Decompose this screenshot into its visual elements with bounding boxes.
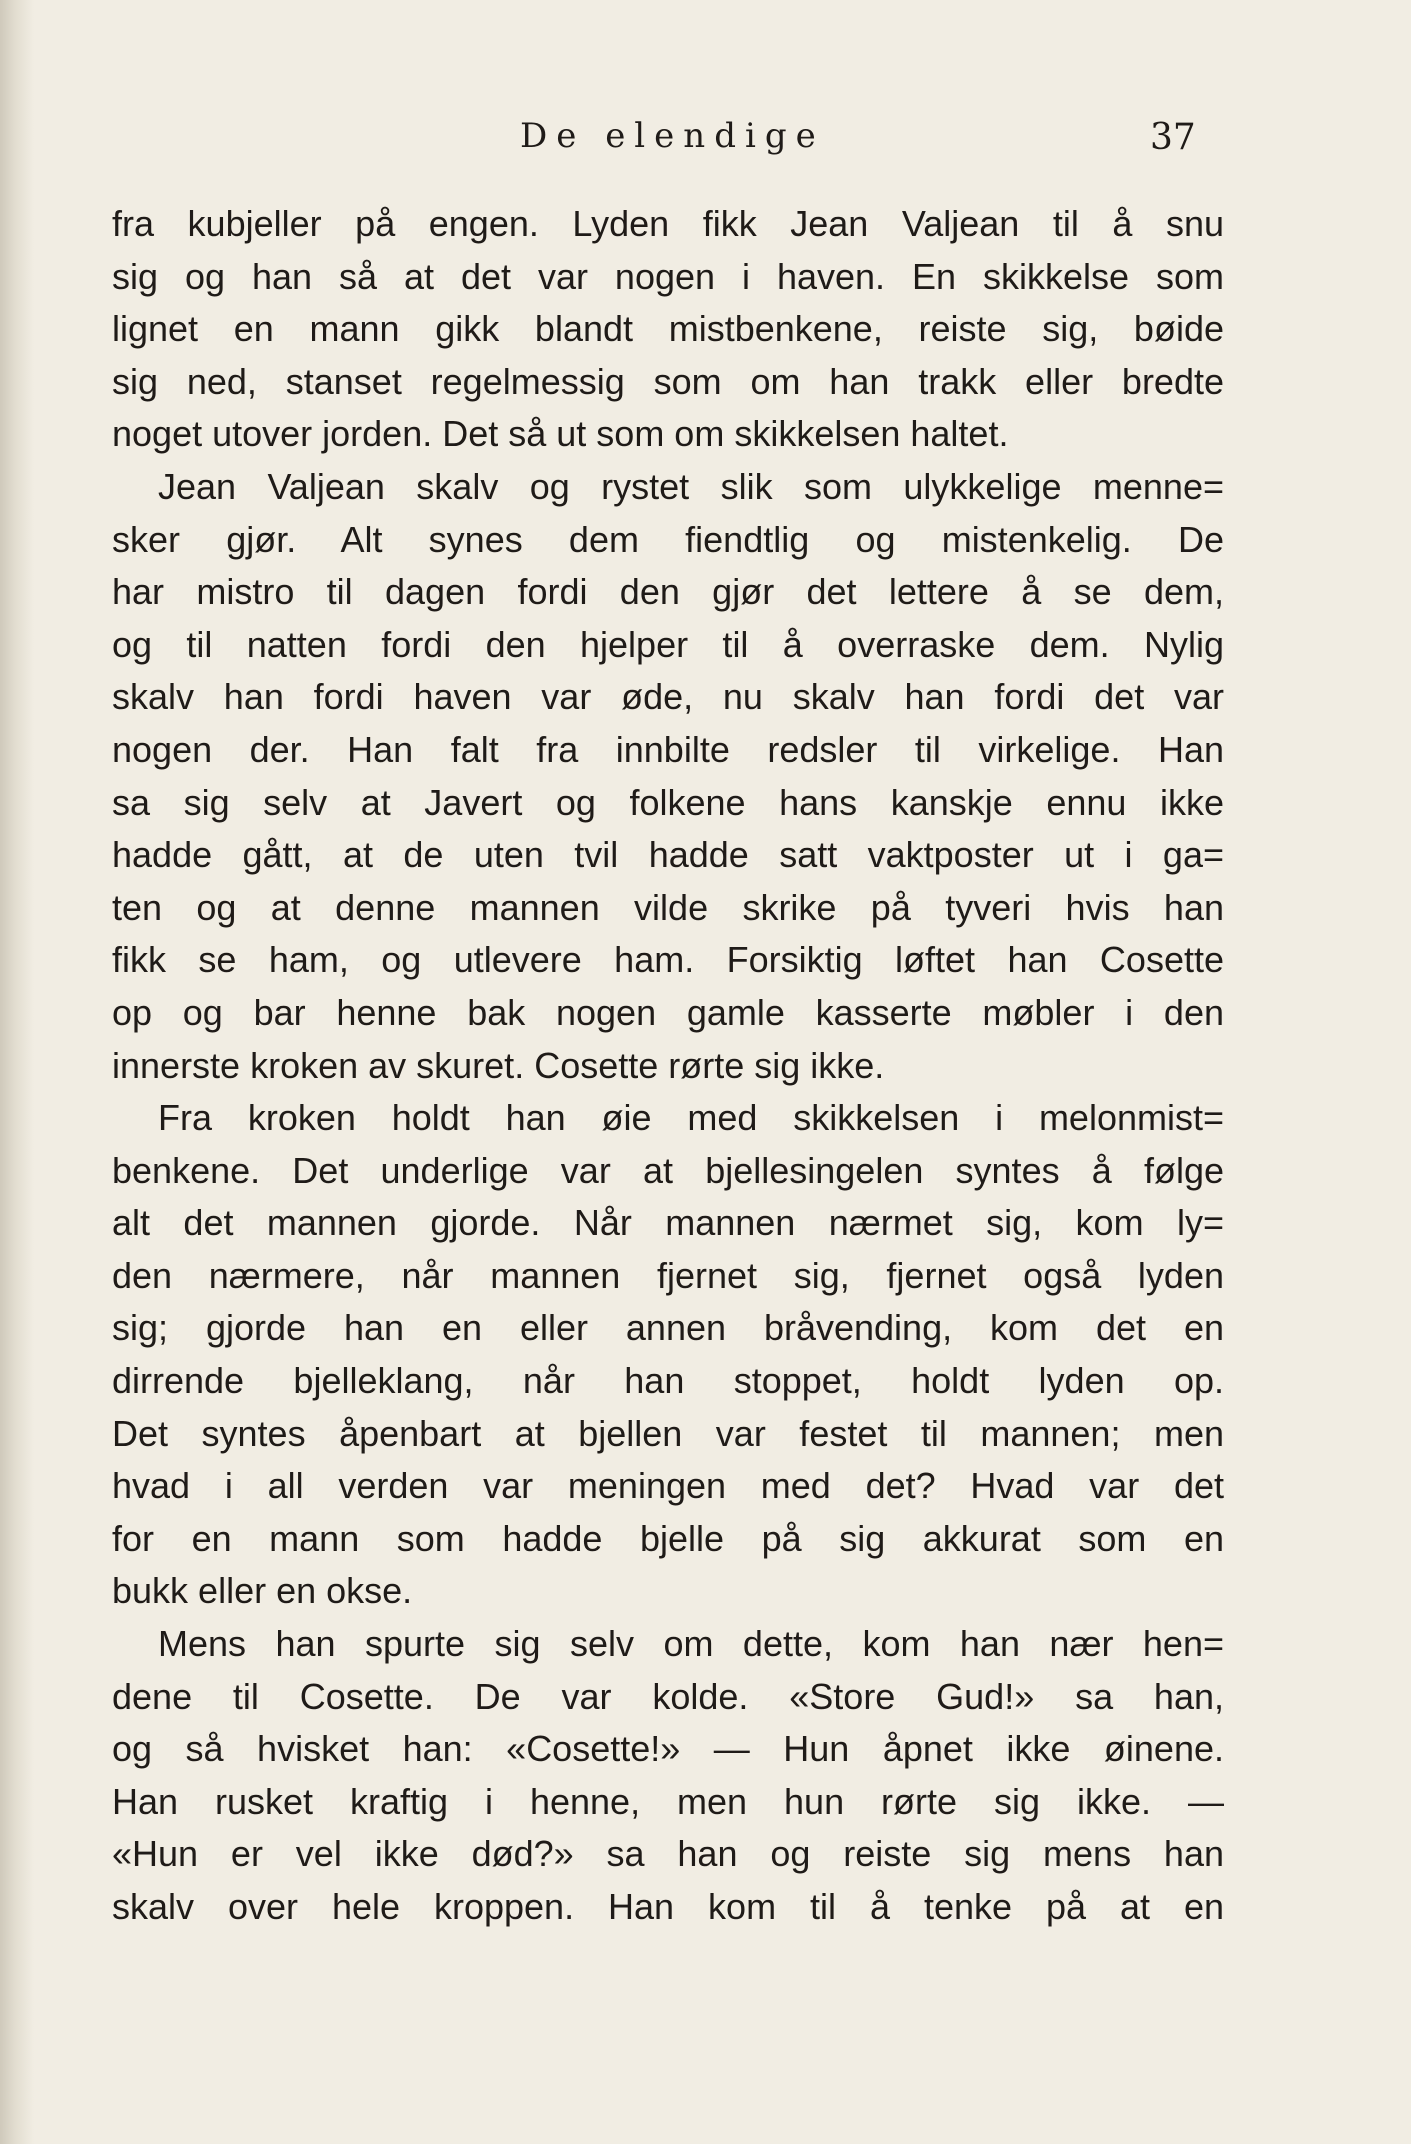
page-number: 37	[1150, 117, 1196, 158]
page-spine-shadow	[0, 0, 34, 2144]
text-line: sker gjør. Alt synes dem fiendtlig og mistenkelig. De	[112, 518, 1224, 560]
text-line: skalv han fordi haven var øde, nu skalv han fordi det var	[112, 676, 1224, 718]
text-line: for en mann som hadde bjelle på sig akkurat som en	[112, 1517, 1224, 1559]
text-line: Fra kroken holdt han øie med skikkelsen i melonmist=	[158, 1097, 1224, 1139]
text-line: Han rusket kraftig i henne, men hun rørte sig ikke. —	[112, 1780, 1224, 1822]
text-line: lignet en mann gikk blandt mistbenkene, reiste sig, bøide	[112, 308, 1224, 350]
text-line: Jean Valjean skalv og rystet slik som ulykkelige menne=	[158, 465, 1224, 507]
text-line: fikk se ham, og utlevere ham. Forsiktig løftet han Cosette	[112, 939, 1224, 981]
text-line: sig ned, stanset regelmessig som om han trakk eller bredte	[112, 360, 1224, 402]
text-line: dirrende bjelleklang, når han stoppet, holdt lyden op.	[112, 1360, 1224, 1402]
text-line: noget utover jorden. Det så ut som om skikkelsen haltet.	[112, 413, 1009, 455]
text-line: sig; gjorde han en eller annen bråvending, kom det en	[112, 1307, 1224, 1349]
text-line: op og bar henne bak nogen gamle kasserte møbler i den	[112, 991, 1224, 1033]
text-line: innerste kroken av skuret. Cosette rørte sig ikke.	[112, 1044, 885, 1086]
text-line: hvad i all verden var meningen med det? Hvad var det	[112, 1465, 1224, 1507]
text-line: alt det mannen gjorde. Når mannen nærmet sig, kom ly=	[112, 1202, 1224, 1244]
text-line: den nærmere, når mannen fjernet sig, fjernet også lyden	[112, 1254, 1224, 1296]
text-line: benkene. Det underlige var at bjellesingelen syntes å følge	[112, 1149, 1224, 1191]
text-line: ten og at denne mannen vilde skrike på tyveri hvis han	[112, 886, 1224, 928]
text-line: sig og han så at det var nogen i haven. En skikkelse som	[112, 255, 1224, 297]
text-line: dene til Cosette. De var kolde. «Store Gud!» sa han,	[112, 1675, 1224, 1717]
text-line: og til natten fordi den hjelper til å overraske dem. Nylig	[112, 623, 1224, 665]
text-line: Det syntes åpenbart at bjellen var festet til mannen; men	[112, 1412, 1224, 1454]
text-line: skalv over hele kroppen. Han kom til å tenke på at en	[112, 1886, 1224, 1927]
text-line: har mistro til dagen fordi den gjør det lettere å se dem,	[112, 571, 1224, 613]
text-line: fra kubjeller på engen. Lyden fikk Jean Valjean til å snu	[112, 203, 1224, 244]
running-title: De elendige	[520, 116, 825, 156]
text-line: bukk eller en okse.	[112, 1570, 413, 1612]
text-line: og så hvisket han: «Cosette!» — Hun åpnet ikke øinene.	[112, 1728, 1224, 1770]
text-line: hadde gått, at de uten tvil hadde satt vaktposter ut i ga=	[112, 834, 1224, 876]
text-line: sa sig selv at Javert og folkene hans kanskje ennu ikke	[112, 781, 1224, 823]
body-text	[112, 198, 1224, 1934]
running-header	[0, 112, 1411, 172]
text-line: nogen der. Han falt fra innbilte redsler til virkelige. Han	[112, 728, 1224, 770]
text-line: Mens han spurte sig selv om dette, kom han nær hen=	[158, 1623, 1224, 1665]
text-line: «Hun er vel ikke død?» sa han og reiste sig mens han	[112, 1833, 1224, 1875]
